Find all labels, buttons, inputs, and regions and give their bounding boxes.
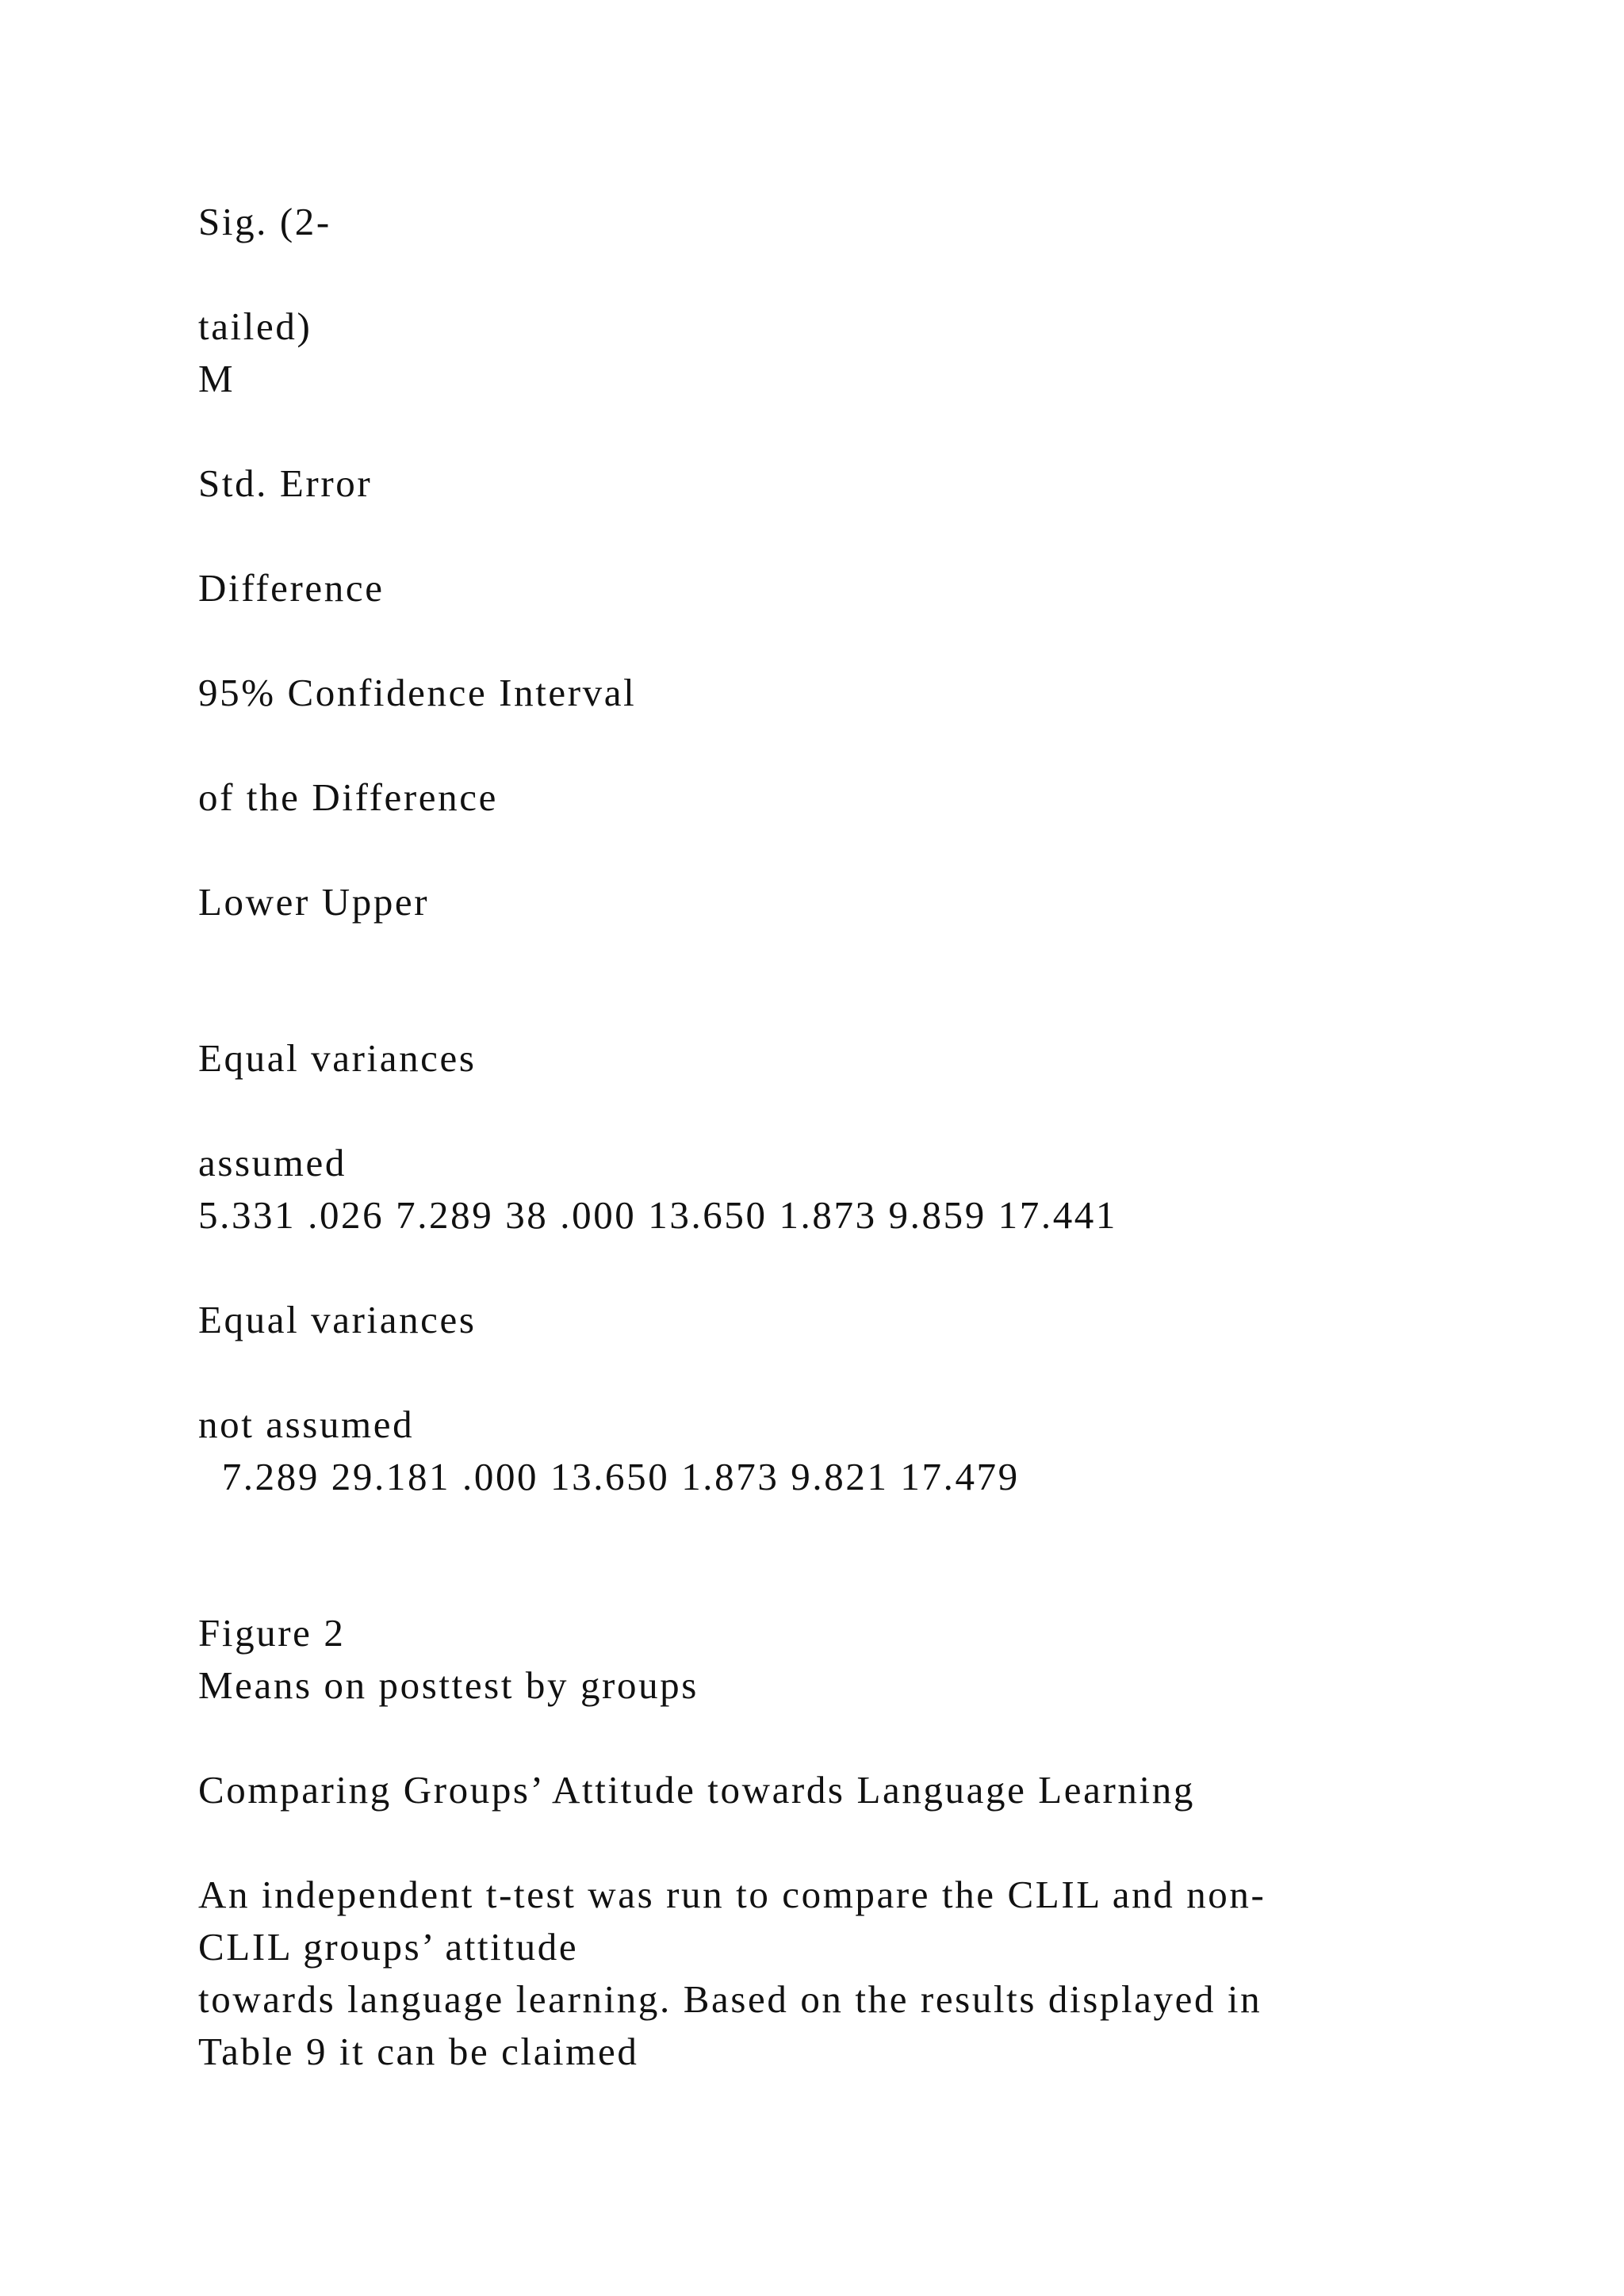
text-line-lower-upper: Lower Upper bbox=[198, 880, 430, 924]
text-line-equal-variances-2: Equal variances bbox=[198, 1298, 477, 1341]
text-line-not-assumed: not assumed bbox=[198, 1402, 415, 1446]
section-heading: Comparing Groups’ Attitude towards Language Learning bbox=[198, 1768, 1195, 1812]
text-line-difference: Difference bbox=[198, 566, 385, 610]
paragraph-line-1: An independent t-test was run to compare the CLIL and non- bbox=[198, 1873, 1266, 1916]
text-line-of-difference: of the Difference bbox=[198, 775, 498, 819]
text-line-equal-variances-1: Equal variances bbox=[198, 1036, 477, 1080]
figure-label: Figure 2 bbox=[198, 1611, 346, 1655]
paragraph-line-3: towards language learning. Based on the results displayed in bbox=[198, 1977, 1262, 2021]
text-line-values-not-assumed: 7.289 29.181 .000 13.650 1.873 9.821 17.479 bbox=[198, 1455, 1020, 1498]
paragraph-line-2: CLIL groups’ attitude bbox=[198, 1925, 579, 1969]
text-line-sig: Sig. (2- bbox=[198, 200, 331, 243]
figure-caption: Means on posttest by groups bbox=[198, 1663, 699, 1707]
text-line-tailed: tailed) bbox=[198, 304, 312, 348]
text-line-assumed: assumed bbox=[198, 1141, 347, 1184]
text-line-m: M bbox=[198, 357, 236, 400]
text-line-values-assumed: 5.331 .026 7.289 38 .000 13.650 1.873 9.859 17.441 bbox=[198, 1193, 1117, 1237]
text-line-confidence: 95% Confidence Interval bbox=[198, 671, 637, 714]
paragraph-line-4: Table 9 it can be claimed bbox=[198, 2030, 639, 2073]
text-line-std-error: Std. Error bbox=[198, 461, 373, 505]
